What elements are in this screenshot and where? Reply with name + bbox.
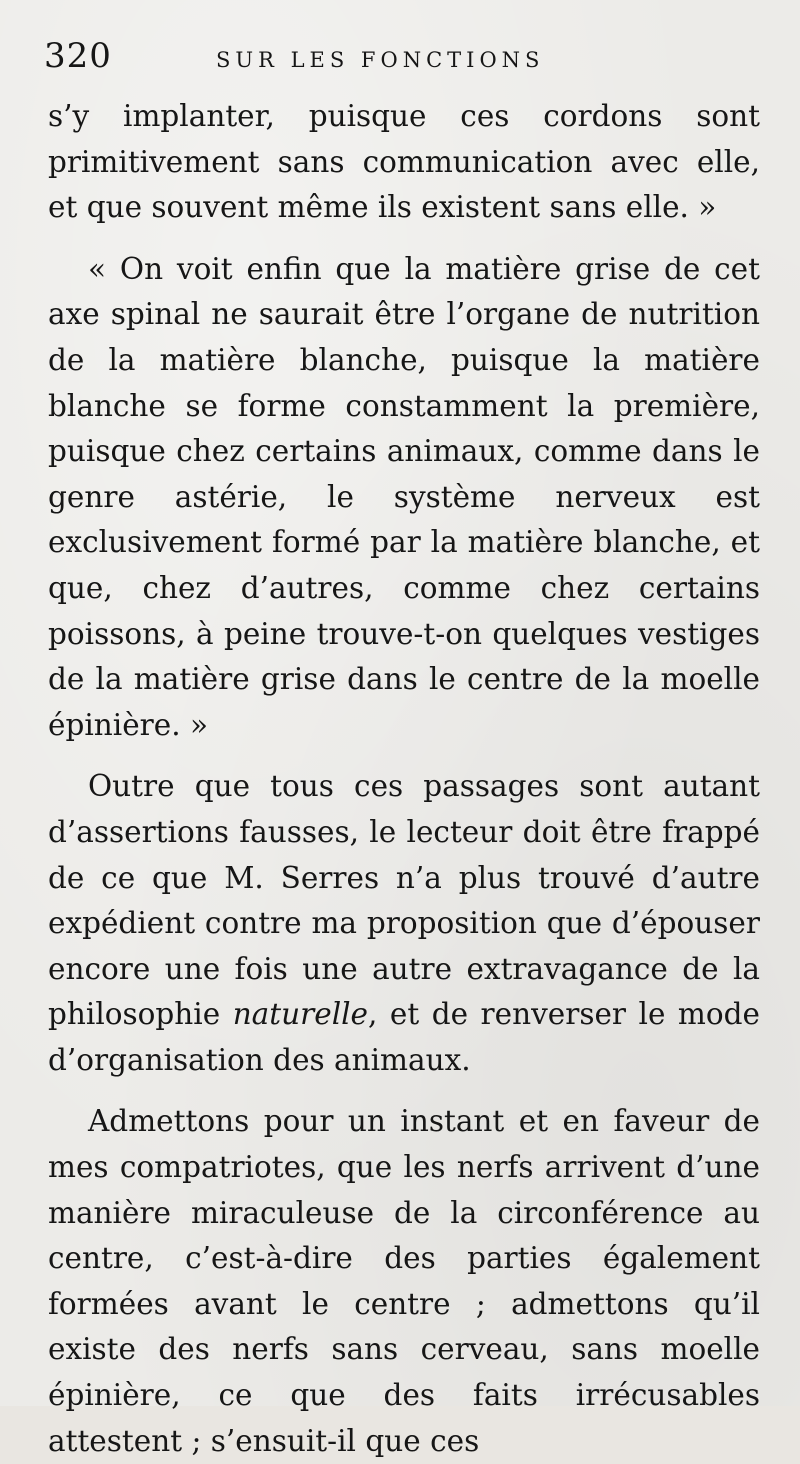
- paragraph-text: s’y implanter, puisque ces cordons sont primitivement sans communication avec elle, et que souvent même ils existent sans elle. »: [48, 99, 760, 225]
- paragraph-argument: [48, 1099, 760, 1464]
- running-head: [44, 36, 780, 86]
- running-title: SUR LES FONCTIONS: [216, 48, 545, 72]
- paragraph-rebuttal: [48, 764, 760, 1083]
- paragraph-text: Outre que tous ces passages sont autant d’assertions fausses, le lecteur doit être frappé de ce que M. Serres n’a plus trouvé d’autre expédient contre ma proposition que d’épouser encore une fois une autre extravagance de la philosophie: [48, 769, 760, 1032]
- paragraph-text: , et de renverser le mode d’organisation des animaux.: [48, 997, 760, 1077]
- emphasis-text: naturelle: [232, 997, 369, 1032]
- page-number: 320: [44, 36, 112, 76]
- paragraph-text: « On voit enfin que la matière grise de cet axe spinal ne saurait être l’organe de nutrition de la matière blanche, puisque la matière blanche se forme constamment la première, puisque chez certains animaux, comme dans le genre astérie, le système nerveux est exclusivement formé par la matière blanche, et que, chez d’autres, comme chez certains poissons, à peine trouve-t-on quelques vestiges de la matière grise dans le centre de la moelle épinière. »: [48, 251, 760, 742]
- paragraph-continuation: [48, 94, 760, 231]
- paragraph-quotation: [48, 247, 760, 749]
- paragraph-text: Admettons pour un instant et en faveur de mes compatriotes, que les nerfs arrivent d’une manière miraculeuse de la circonférence au centre, c’est-à-dire des parties également formées avant le centre ; admettons qu’il existe des nerfs sans cerveau, sans moelle épinière, ce que des faits irrécusables attestent ; s’ensuit-il que ces: [48, 1104, 760, 1458]
- body-text: [48, 94, 760, 1464]
